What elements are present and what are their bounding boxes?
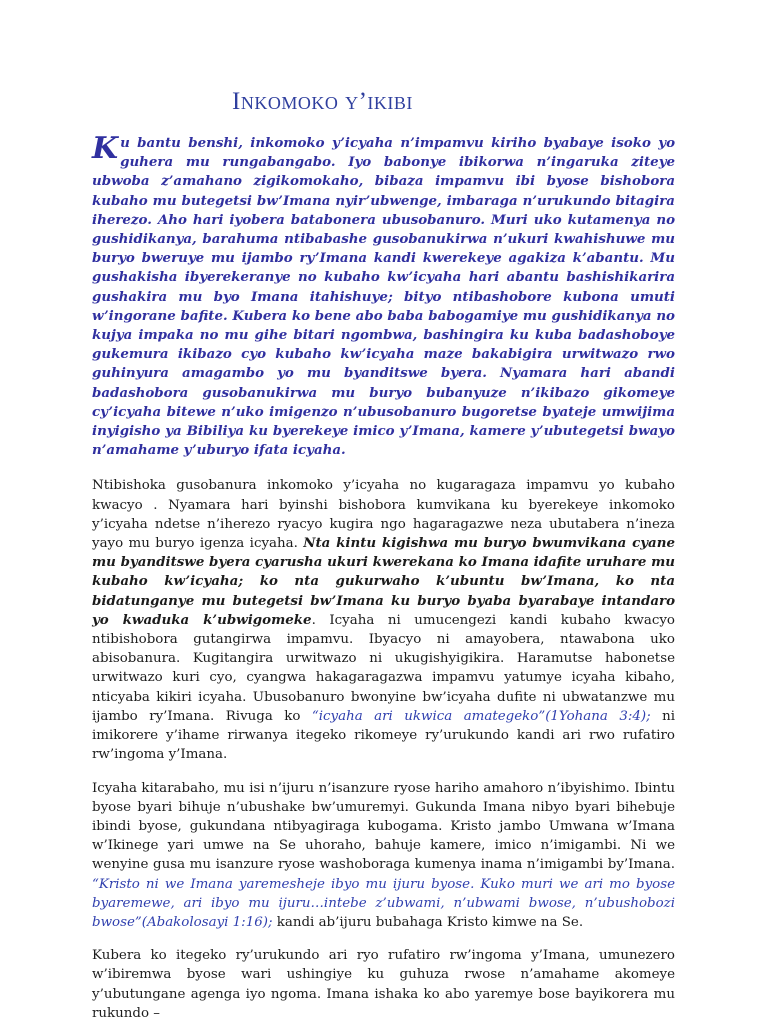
paragraph-3: Kubera ko itegeko ry’urukundo ari ryo rufatiro rw’ingoma y’Imana, umunezero w’ibiremwa byose wari ushingiye ku guhuza rwose n’amahame akomeye y’ubutungane agenga iyo ngoma. Imana ishaka ko abo yaremye bose bayikorera mu rukundo –: [92, 948, 675, 1021]
paragraph-2-text-b: kandi ab’ijuru bubahaga Kristo kimwe na Se.: [272, 914, 584, 930]
paragraph-2: [92, 779, 675, 933]
paragraph-1: [92, 476, 675, 764]
page-title: Inkomoko y’ikibi: [232, 88, 413, 115]
paragraph-1-text-c: . Icyaha ni umucengezi kandi kubaho kwacyo ntibishobora gutangirwa impamvu. Ibyacyo ni amayobera, ntawabona uko abisobanura. Kugitangira urwitwazo ni ukugishyigikira. Haramutse habonetse urwitwazo kuri cyo, cyangwa hakagaragazwa impamvu yatumye icyaha kibaho, nticyaba kikiri icyaha. Ubusobanuro bwonyine bw’icyaha dufite ni ubwatanzwe mu ijambo ry’Imana. Rivuga ko: [92, 612, 675, 724]
bible-quote-abakolosayi: “Kristo ni we Imana yaremesheje ibyo mu ijuru byose. Kuko muri we ari mo byose byaremewe, ari ibyo mu ijuru…intebe z’ubwami, n’ubwami bwose, n’ubushobozi bwose”(Abakolosayi 1:16);: [92, 876, 675, 930]
paragraph-1-text-a: Ntibishoka gusobanura inkomoko y’icyaha no kugaragaza impamvu yo kubaho kwacyo . Nyamara hari byinshi bishobora kumvikana ku byerekeye inkomoko y’icyaha ndetse n’iherezo ryacyo kugira ngo hagaragazwe neza ubutabera n’ineza yayo mu buryo igenza icyaha.: [92, 478, 675, 552]
drop-cap: K: [92, 131, 119, 166]
paragraph-1-emphasis: Nta kintu kigishwa mu buryo bwumvikana cyane mu byanditswe byera cyarusha ukuri kwerekana ko Imana idafite uruhare mu kubaho kw’icyaha; ko nta gukurwaho k’ubuntu bw’Imana, ko nta bidatunganye mu butegetsi bw’Imana ku buryo byaba byarabaye intandaro yo kwaduka k’ubwigomeke: [92, 535, 675, 628]
intro-text: u bantu benshi, inkomoko y’icyaha n’impamvu kiriho byabaye isoko yo guhera mu rungabangabo. Iyo babonye ibikorwa n’ingaruka ziteye ubwoba z’amahano zigikomokaho, bibaza impamvu ibi byose bishobora kubaho mu butegetsi bw’Imana nyir’ubwenge, imbaraga n’urukundo bitagira iherezo. Aho hari iyobera batabonera ubusobanuro. Muri uko kutamenya no gushidikanya, barahuma ntibabashe gusobanukirwa n’ukuri kwahishuwe mu buryo bweruye mu ijambo ry’Imana kandi kwerekeye agakiza k’abantu. Mu gushakisha ibyerekeranye no kubaho kw’icyaha hari abantu bashishikarira gushakira mu byo Imana itahishuye; bityo ntibashobore kubona umuti w’ingorane bafite. Kubera ko bene abo baba babogamiye mu gushidikanya no kujya impaka no mu gihe bitari ngombwa, bashingira ku kuba badashoboye gukemura ikibazo cyo kubaho kw’icyaha maze bakabigira urwitwazo rwo guhinyura amagambo yo mu byanditswe byera. Nyamara hari abandi badashobora gusobanukirwa mu buryo bubanyuze n’ikibazo gikomeye cy’icyaha bitewe n’uko imigenzo n’ubusobanuro bugoretse byateje umwijima inyigisho ya Bibiliya ku byerekeye imico y’Imana, kamere y’ubutegetsi bwayo n’amahame y’uburyo ifata icyaha.: [92, 135, 675, 459]
paragraph-2-text-a: Icyaha kitarabaho, mu isi n’ijuru n’isanzure ryose hariho amahoro n’ibyishimo. Ibintu byose byari bihuje n’ubushake bw’umuremyi. Gukunda Imana nibyo byari bihebuje ibindi byose, gukundana ntibyagiraga kubogama. Kristo jambo Umwana w’Imana w’Ikinege yari umwe na Se uhoraho, bahuje kamere, imico n’imigambi. Ni we wenyine gusa mu isanzure ryose washoboraga kumenya inama n’imigambi by’Imana.: [92, 780, 675, 873]
bible-quote-1yohana: “icyaha ari ukwica amategeko”(1Yohana 3:4);: [311, 708, 651, 724]
intro-paragraph: [92, 131, 675, 460]
paragraph-1-text-d: ni imikorere y’ihame rirwanya itegeko rikomeye ry’urukundo kandi ari rwo rufatiro rw’ingoma y’Imana.: [92, 708, 676, 763]
